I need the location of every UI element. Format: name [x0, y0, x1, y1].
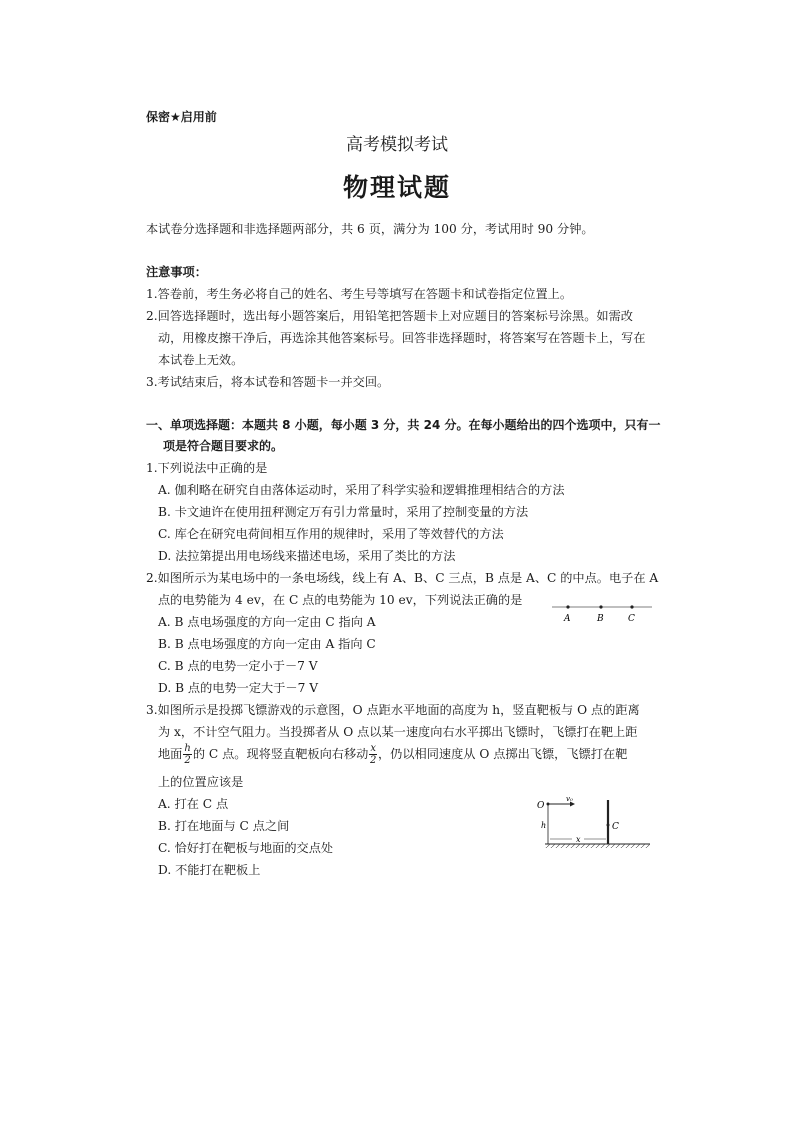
question-3-stem-line-1: 3.如图所示是投掷飞镖游戏的示意图，O 点距水平地面的高度为 h，竖直靶板与 O 点的距离 — [146, 703, 640, 717]
point-b-label: B — [597, 614, 604, 624]
question-2-stem-line-1: 2.如图所示为某电场中的一条电场线，线上有 A、B、C 三点，B 点是 A、C 的中点。电子在 A — [146, 571, 659, 585]
fraction-x-over-2 — [369, 743, 377, 766]
question-3-stem-line-4: 上的位置应该是 — [158, 775, 244, 789]
note-item-1: 1.答卷前，考生务必将自己的姓名、考生号等填写在答题卡和试卷指定位置上。 — [146, 287, 573, 301]
note-item-3: 3.考试结束后，将本试卷和答题卡一并交回。 — [146, 375, 390, 389]
question-3-option-d: D. 不能打在靶板上 — [158, 863, 261, 877]
stem-text-part-1: 地面 — [158, 747, 183, 761]
intro-text: 本试卷分选择题和非选择题两部分，共 6 页，满分为 100 分，考试用时 90 分钟。 — [146, 222, 594, 236]
question-2-option-a: A. B 点电场强度的方向一定由 C 指向 A — [158, 615, 376, 629]
question-1-option-a: A. 伽利略在研究自由落体运动时，采用了科学实验和逻辑推理相结合的方法 — [158, 483, 565, 497]
point-a-label: A — [564, 614, 571, 624]
note-item-2-line-3: 本试卷上无效。 — [158, 353, 244, 367]
question-1-option-c: C. 库仑在研究电荷间相互作用的规律时，采用了等效替代的方法 — [158, 527, 504, 541]
distance-label: x — [576, 835, 581, 844]
fraction-numerator: h — [184, 743, 191, 754]
question-3-option-a: A. 打在 C 点 — [158, 797, 229, 811]
fraction-h-over-2 — [183, 743, 191, 766]
point-c-label: C — [628, 614, 635, 624]
exam-title: 物理试题 — [342, 173, 451, 202]
point-b-dot — [599, 605, 602, 608]
question-2-option-d: D. B 点的电势一定大于－7 V — [158, 681, 319, 695]
stem-text-part-2: 的 C 点。现将竖直靶板向右移动 — [192, 747, 369, 761]
fraction-denominator: 2 — [184, 755, 191, 766]
question-2-option-b: B. B 点电场强度的方向一定由 A 指向 C — [158, 637, 376, 651]
point-c-dot — [607, 824, 610, 827]
question-3-stem-line-3 — [158, 740, 627, 768]
field-line-figure — [548, 598, 658, 628]
section-1-heading-line-1: 一、单项选择题：本题共 8 小题，每小题 3 分，共 24 分。在每小题给出的四个选项中，只有一 — [146, 418, 661, 432]
question-1-option-b: B. 卡文迪许在使用扭秤测定万有引力常量时，采用了控制变量的方法 — [158, 505, 529, 519]
velocity-label: v₀ — [566, 795, 573, 803]
dart-game-figure — [532, 792, 656, 858]
height-label: h — [541, 821, 547, 830]
exam-subtitle: 高考模拟考试 — [346, 135, 448, 155]
question-2-option-c: C. B 点的电势一定小于－7 V — [158, 659, 318, 673]
point-o-label: O — [537, 801, 545, 811]
fraction-numerator: x — [370, 743, 376, 754]
stem-text-part-3: ，仍以相同速度从 O 点掷出飞镖，飞镖打在靶 — [377, 747, 628, 761]
section-1-heading-line-2: 项是符合题目要求的。 — [163, 439, 284, 453]
note-item-2-line-1: 2.回答选择题时，选出每小题答案后，用铅笔把答题卡上对应题目的答案标号涂黑。如需改 — [146, 309, 633, 323]
question-1-option-d: D. 法拉第提出用电场线来描述电场，采用了类比的方法 — [158, 549, 456, 563]
question-2-stem-line-2: 点的电势能为 4 ev，在 C 点的电势能为 10 ev，下列说法正确的是 — [158, 593, 523, 607]
notes-heading: 注意事项： — [146, 265, 207, 279]
question-3-option-b: B. 打在地面与 C 点之间 — [158, 819, 290, 833]
question-3-stem-line-2: 为 x，不计空气阻力。当投掷者从 O 点以某一速度向右水平掷出飞镖时，飞镖打在靶上距 — [158, 725, 638, 739]
question-3-option-c: C. 恰好打在靶板与地面的交点处 — [158, 841, 334, 855]
fraction-denominator: 2 — [369, 755, 377, 766]
question-1-stem: 1.下列说法中正确的是 — [146, 461, 268, 475]
point-c-label: C — [612, 822, 619, 832]
confidential-label: 保密★启用前 — [146, 110, 217, 124]
point-c-dot — [630, 605, 633, 608]
point-a-dot — [566, 605, 569, 608]
ground-hatch — [545, 844, 650, 848]
note-item-2-line-2: 动，用橡皮擦干净后，再选涂其他答案标号。回答非选择题时，将答案写在答题卡上，写在 — [158, 331, 646, 345]
